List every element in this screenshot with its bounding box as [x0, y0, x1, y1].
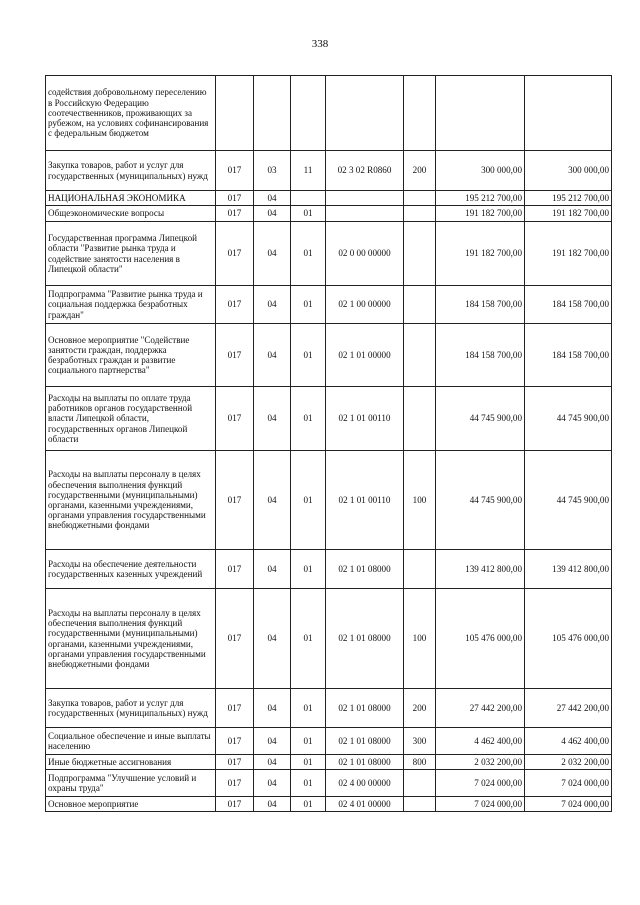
- row-name: Основное мероприятие: [46, 797, 216, 812]
- row-amount-2: 7 024 000,00: [525, 797, 612, 812]
- row-target-code: 02 1 01 00110: [326, 387, 404, 451]
- row-target-code: 02 4 00 00000: [326, 770, 404, 797]
- row-target-code: 02 3 02 R0860: [326, 151, 404, 191]
- row-ministry-code: 017: [216, 550, 254, 589]
- table-row: [46, 550, 612, 589]
- row-expense-type: [404, 550, 436, 589]
- row-amount-2: [525, 76, 612, 151]
- row-amount-2: 4 462 400,00: [525, 728, 612, 755]
- row-subsection-code: 01: [291, 689, 326, 728]
- row-subsection-code: 01: [291, 797, 326, 812]
- row-ministry-code: 017: [216, 286, 254, 324]
- row-subsection-code: 01: [291, 451, 326, 550]
- row-expense-type: [404, 770, 436, 797]
- row-ministry-code: 017: [216, 589, 254, 689]
- row-ministry-code: 017: [216, 387, 254, 451]
- row-name: Социальное обеспечение и иные выплаты населению: [46, 728, 216, 755]
- row-subsection-code: 01: [291, 755, 326, 770]
- row-amount-1: 27 442 200,00: [436, 689, 525, 728]
- row-amount-1: 139 412 800,00: [436, 550, 525, 589]
- row-subsection-code: [291, 191, 326, 206]
- row-subsection-code: 01: [291, 728, 326, 755]
- row-expense-type: [404, 191, 436, 206]
- row-expense-type: 100: [404, 589, 436, 689]
- table-row: [46, 689, 612, 728]
- row-amount-1: 105 476 000,00: [436, 589, 525, 689]
- table-row: [46, 206, 612, 222]
- row-section-code: 04: [254, 728, 291, 755]
- row-expense-type: [404, 286, 436, 324]
- row-amount-1: 184 158 700,00: [436, 286, 525, 324]
- table-row: [46, 151, 612, 191]
- row-expense-type: 200: [404, 689, 436, 728]
- row-amount-1: 191 182 700,00: [436, 206, 525, 222]
- row-ministry-code: 017: [216, 191, 254, 206]
- row-amount-2: 139 412 800,00: [525, 550, 612, 589]
- row-expense-type: [404, 387, 436, 451]
- row-amount-1: 300 000,00: [436, 151, 525, 191]
- row-amount-1: 44 745 900,00: [436, 451, 525, 550]
- row-ministry-code: [216, 76, 254, 151]
- row-amount-1: 4 462 400,00: [436, 728, 525, 755]
- row-target-code: 02 1 01 08000: [326, 728, 404, 755]
- table-row: [46, 286, 612, 324]
- row-target-code: 02 1 01 00000: [326, 324, 404, 387]
- row-name: Подпрограмма "Улучшение условий и охраны труда": [46, 770, 216, 797]
- row-amount-2: 44 745 900,00: [525, 387, 612, 451]
- row-name: содействия добровольному переселению в Российскую Федерацию соотечественников, проживающих за рубежом, на условиях софинансирования с федеральным бюджетом: [46, 76, 216, 151]
- row-ministry-code: 017: [216, 689, 254, 728]
- row-target-code: 02 1 01 08000: [326, 550, 404, 589]
- row-name: Расходы на выплаты по оплате труда работников органов государственной власти Липецкой области, государственных органов Липецкой области: [46, 387, 216, 451]
- row-amount-2: 184 158 700,00: [525, 324, 612, 387]
- row-target-code: 02 1 01 08000: [326, 689, 404, 728]
- row-ministry-code: 017: [216, 797, 254, 812]
- row-ministry-code: 017: [216, 755, 254, 770]
- row-target-code: 02 0 00 00000: [326, 222, 404, 286]
- row-section-code: 04: [254, 689, 291, 728]
- table-row: [46, 76, 612, 151]
- row-ministry-code: 017: [216, 222, 254, 286]
- row-section-code: 04: [254, 222, 291, 286]
- row-subsection-code: 01: [291, 222, 326, 286]
- budget-table: [45, 75, 612, 812]
- row-expense-type: [404, 206, 436, 222]
- row-name: Общеэкономические вопросы: [46, 206, 216, 222]
- table-row: [46, 222, 612, 286]
- row-amount-1: 184 158 700,00: [436, 324, 525, 387]
- row-ministry-code: 017: [216, 451, 254, 550]
- row-section-code: 04: [254, 324, 291, 387]
- row-name: Расходы на выплаты персоналу в целях обеспечения выполнения функций государственными (муниципальными) органами, казенными учреждениями, органами управления государственными внебюджетными фондами: [46, 589, 216, 689]
- row-subsection-code: 01: [291, 589, 326, 689]
- row-section-code: 03: [254, 151, 291, 191]
- row-amount-2: 27 442 200,00: [525, 689, 612, 728]
- row-amount-2: 191 182 700,00: [525, 222, 612, 286]
- row-section-code: 04: [254, 191, 291, 206]
- row-subsection-code: 01: [291, 770, 326, 797]
- row-amount-1: 7 024 000,00: [436, 770, 525, 797]
- row-subsection-code: 01: [291, 286, 326, 324]
- row-amount-1: 2 032 200,00: [436, 755, 525, 770]
- row-section-code: 04: [254, 755, 291, 770]
- row-subsection-code: 01: [291, 387, 326, 451]
- table-row: [46, 191, 612, 206]
- row-amount-1: 195 212 700,00: [436, 191, 525, 206]
- row-expense-type: 200: [404, 151, 436, 191]
- row-target-code: [326, 191, 404, 206]
- row-subsection-code: 01: [291, 324, 326, 387]
- row-name: Государственная программа Липецкой области "Развитие рынка труда и содействие занятости населения в Липецкой области": [46, 222, 216, 286]
- row-target-code: 02 1 00 00000: [326, 286, 404, 324]
- row-subsection-code: 11: [291, 151, 326, 191]
- row-name: Иные бюджетные ассигнования: [46, 755, 216, 770]
- row-target-code: [326, 76, 404, 151]
- row-expense-type: [404, 797, 436, 812]
- row-ministry-code: 017: [216, 324, 254, 387]
- row-target-code: 02 1 01 08000: [326, 755, 404, 770]
- row-amount-2: 2 032 200,00: [525, 755, 612, 770]
- row-amount-2: 184 158 700,00: [525, 286, 612, 324]
- row-expense-type: [404, 222, 436, 286]
- row-amount-2: 105 476 000,00: [525, 589, 612, 689]
- row-name: Закупка товаров, работ и услуг для государственных (муниципальных) нужд: [46, 151, 216, 191]
- row-section-code: 04: [254, 206, 291, 222]
- page-number: 338: [311, 38, 329, 50]
- row-amount-1: 44 745 900,00: [436, 387, 525, 451]
- row-section-code: 04: [254, 387, 291, 451]
- row-target-code: 02 1 01 08000: [326, 589, 404, 689]
- row-ministry-code: 017: [216, 728, 254, 755]
- row-section-code: 04: [254, 589, 291, 689]
- row-expense-type: [404, 324, 436, 387]
- row-ministry-code: 017: [216, 206, 254, 222]
- row-amount-1: 7 024 000,00: [436, 797, 525, 812]
- table-row: [46, 770, 612, 797]
- table-row: [46, 589, 612, 689]
- row-target-code: [326, 206, 404, 222]
- table-row: [46, 324, 612, 387]
- row-section-code: 04: [254, 797, 291, 812]
- table-row: [46, 728, 612, 755]
- row-section-code: 04: [254, 451, 291, 550]
- row-name: Расходы на обеспечение деятельности государственных казенных учреждений: [46, 550, 216, 589]
- row-ministry-code: 017: [216, 151, 254, 191]
- row-target-code: 02 4 01 00000: [326, 797, 404, 812]
- row-amount-1: 191 182 700,00: [436, 222, 525, 286]
- row-subsection-code: [291, 76, 326, 151]
- table-row: [46, 387, 612, 451]
- row-name: Основное мероприятие "Содействие занятости граждан, поддержка безработных граждан и развитие социального партнерства": [46, 324, 216, 387]
- row-section-code: 04: [254, 770, 291, 797]
- row-amount-2: 44 745 900,00: [525, 451, 612, 550]
- row-amount-2: 7 024 000,00: [525, 770, 612, 797]
- row-name: Закупка товаров, работ и услуг для государственных (муниципальных) нужд: [46, 689, 216, 728]
- row-expense-type: 100: [404, 451, 436, 550]
- row-section-code: 04: [254, 550, 291, 589]
- row-amount-2: 191 182 700,00: [525, 206, 612, 222]
- row-name: Подпрограмма "Развитие рынка труда и социальная поддержка безработных граждан": [46, 286, 216, 324]
- table-row: [46, 797, 612, 812]
- row-target-code: 02 1 01 00110: [326, 451, 404, 550]
- row-expense-type: 300: [404, 728, 436, 755]
- row-ministry-code: 017: [216, 770, 254, 797]
- row-amount-1: [436, 76, 525, 151]
- row-subsection-code: 01: [291, 550, 326, 589]
- row-subsection-code: 01: [291, 206, 326, 222]
- table-row: [46, 451, 612, 550]
- table-row: [46, 755, 612, 770]
- row-amount-2: 300 000,00: [525, 151, 612, 191]
- row-expense-type: [404, 76, 436, 151]
- row-amount-2: 195 212 700,00: [525, 191, 612, 206]
- row-section-code: 04: [254, 286, 291, 324]
- row-name: НАЦИОНАЛЬНАЯ ЭКОНОМИКА: [46, 191, 216, 206]
- row-section-code: [254, 76, 291, 151]
- row-name: Расходы на выплаты персоналу в целях обеспечения выполнения функций государственными (муниципальными) органами, казенными учреждениями, органами управления государственными внебюджетными фондами: [46, 451, 216, 550]
- row-expense-type: 800: [404, 755, 436, 770]
